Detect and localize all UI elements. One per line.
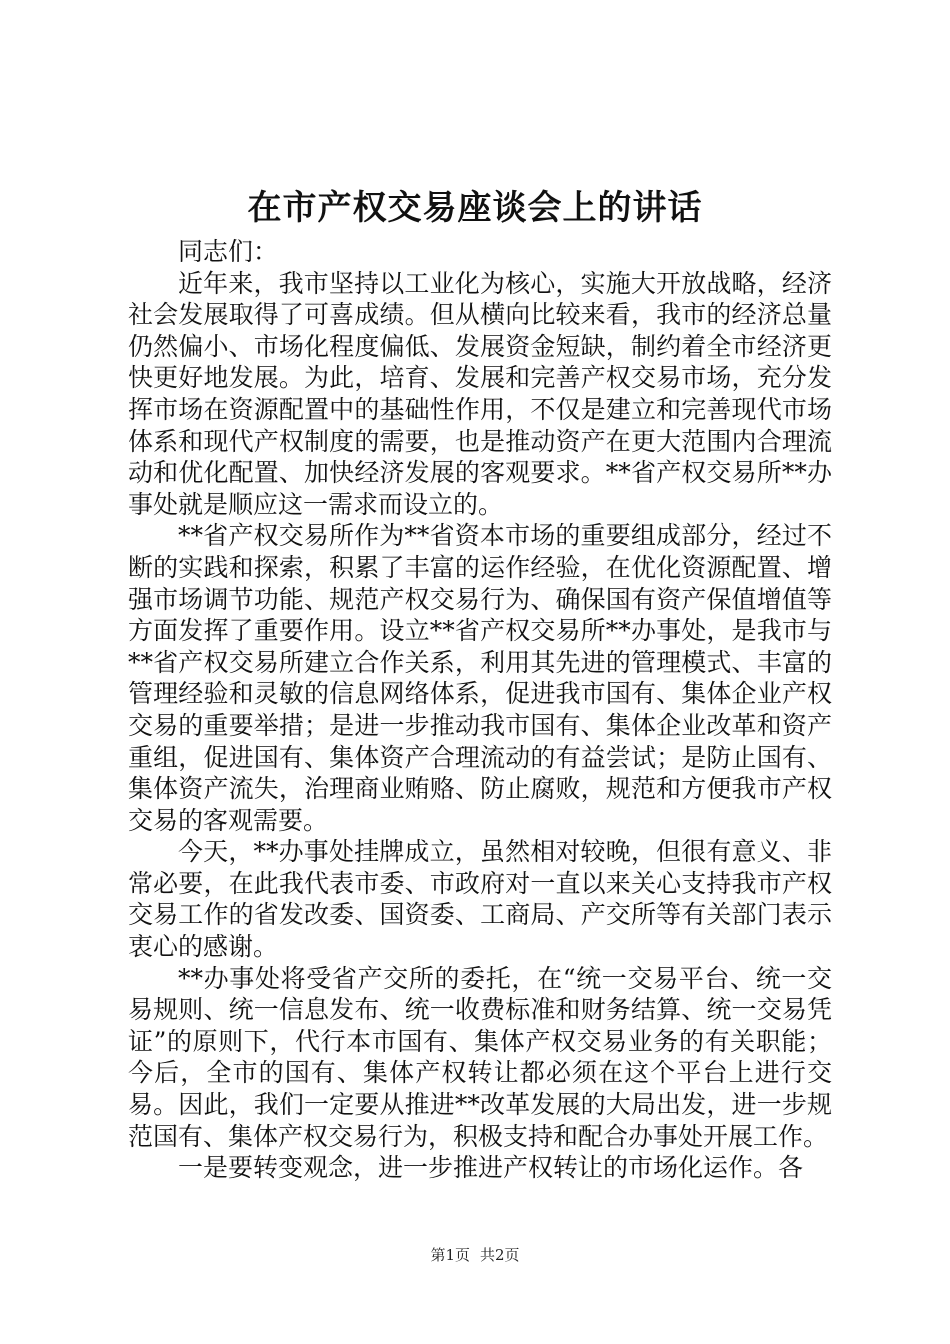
paragraph: **办事处将受省产交所的委托，在“统一交易平台、统一交易规则、统一信息发布、统一收费标准和财务结算、统一交易凭证”的原则下，代行本市国有、集体产权交易业务的有关职能；今后，全市的国有、集体产权转让都必须在这个平台上进行交易。因此，我们一定要从推进**改革发展的大局出发，进一步规范国有、集体产权交易行为，积极支持和配合办事处开展工作。 — [128, 963, 832, 1151]
page-total: 共2页 — [480, 1246, 520, 1264]
page-number: 第1页 — [430, 1246, 470, 1264]
paragraph: 近年来，我市坚持以工业化为核心，实施大开放战略，经济社会发展取得了可喜成绩。但从横向比较来看，我市的经济总量仍然偏小、市场化程度偏低、发展资金短缺，制约着全市经济更快更好地发展。为此，培育、发展和完善产权交易市场，充分发挥市场在资源配置中的基础性作用，不仅是建立和完善现代市场体系和现代产权制度的需要，也是推动资产在更大范围内合理流动和优化配置、加快经济发展的客观要求。**省产权交易所**办事处就是顺应这一需求而设立的。 — [128, 268, 832, 519]
paragraph: 今天，**办事处挂牌成立，虽然相对较晚，但很有意义、非常必要，在此我代表市委、市政府对一直以来关心支持我市产权交易工作的省发改委、国资委、工商局、产交所等有关部门表示衷心的感谢。 — [128, 837, 832, 962]
salutation: 同志们： — [178, 237, 279, 266]
document-body — [128, 236, 832, 1184]
paragraph: **省产权交易所作为**省资本市场的重要组成部分，经过不断的实践和探索，积累了丰富的运作经验，在优化资源配置、增强市场调节功能、规范产权交易行为、确保国有资产保值增值等方面发挥了重要作用。设立**省产权交易所**办事处，是我市与**省产权交易所建立合作关系，利用其先进的管理模式、丰富的管理经验和灵敏的信息网络体系，促进我市国有、集体企业产权交易的重要举措；是进一步推动我市国有、集体企业改革和资产重组，促进国有、集体资产合理流动的有益尝试；是防止国有、集体资产流失，治理商业贿赂、防止腐败，规范和方便我市产权交易的客观需要。 — [128, 521, 832, 835]
paragraph: 一是要转变观念，进一步推进产权转让的市场化运作。各 — [178, 1153, 804, 1183]
document-title: 在市产权交易座谈会上的讲话 — [247, 188, 703, 228]
page-footer — [0, 1245, 950, 1265]
